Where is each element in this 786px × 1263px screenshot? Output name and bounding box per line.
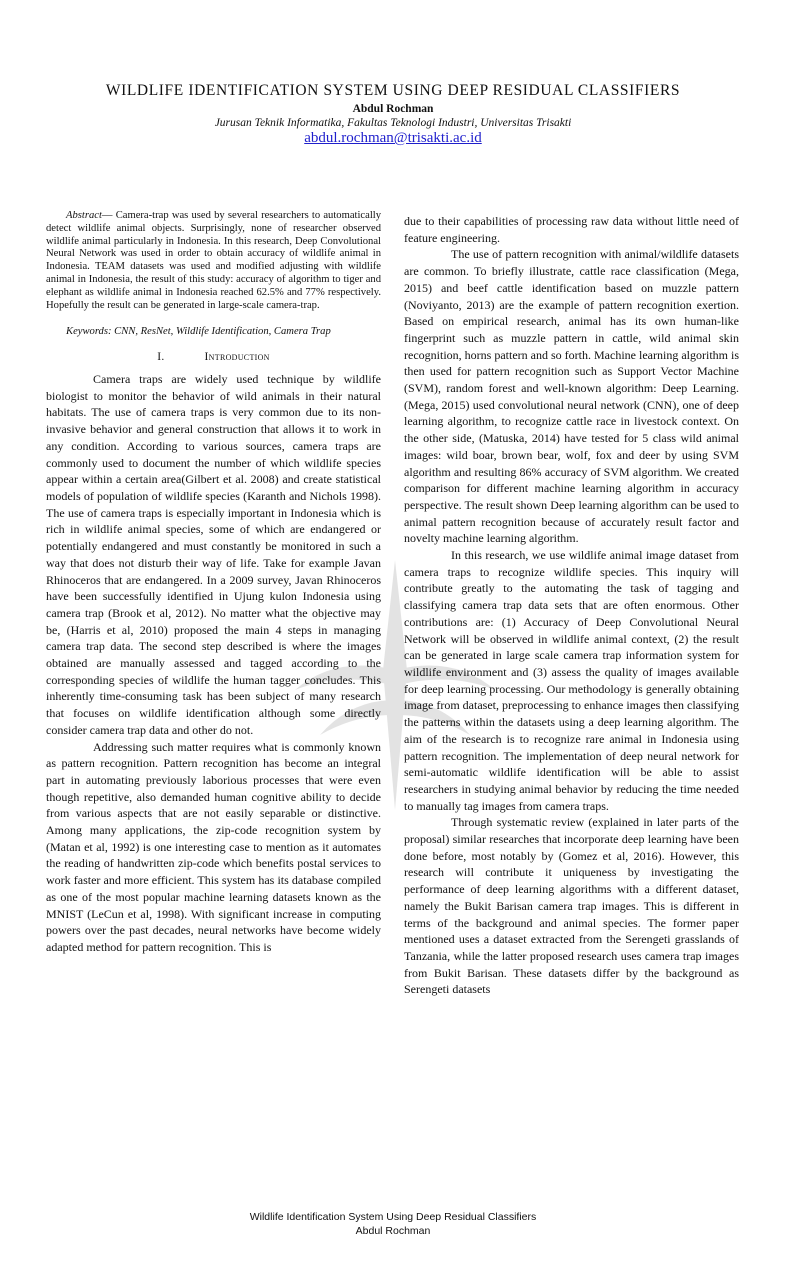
continued-paragraph: due to their capabilities of processing raw data without little need of feature engineering.: [404, 214, 739, 245]
section-title: Introduction: [204, 351, 270, 364]
intro-paragraph-5: Through systematic review (explained in later parts of the proposal) similar researches that incorporate deep learning have been done before, most notably by (Gomez et al, 2016). However, this research will contribute it uniqueness by investigating the performance of deep learning algorithms with a different dataset, namely the Bukit Barisan camera trap images. This is different in terms of the background and animal species. The former paper mentioned uses a dataset extracted from the Serengeti grasslands of Tanzania, while the latter proposed research uses camera trap images from Bukit Barisan. These datasets differ by the background as Serengeti datasets: [404, 815, 739, 997]
paper-header: [60, 82, 726, 147]
intro-paragraph-1: Camera traps are widely used technique by wildlife biologist to monitor the behavior of wild animals in their natural habitats. The use of camera traps is very common due to its non-invasive behavior and general construction that allows it to work in any condition. According to various sources, camera traps are commonly used to document the number of which wildlife species appear within a certain area(Gilbert et al. 2008) and create statistical models of population of wildlife species (Karanth and Nichols 1998). The use of camera traps is especially important in Indonesia which is rich in wildlife animal species, some of which are endangered or potentially endangered and must constantly be monitored in such a way that does not disturb their way of life. Take for example Javan Rhinoceros that are endangered. In a 2009 survey, Javan Rhinoceros have been successfully identified in Ujung kulon Indonesia using camera trap (Brook et al, 2012). No matter what the objective may be, (Harris et al, 2010) proposed the main 4 steps in managing camera trap data. The second step described is where the images obtained are manually assessed and tagged according to the corresponding species of wildlife the human tagger concludes. This inherently time-consuming task has been subject of many research that focuses on wildlife identification although some directly consider camera trap data and other do not.: [46, 372, 381, 737]
author-email-link[interactable]: abdul.rochman@trisakti.ac.id: [304, 130, 482, 146]
intro-paragraph-3: The use of pattern recognition with animal/wildlife datasets are common. To briefly illustrate, cattle race classification (Mega, 2015) and beef cattle identification based on muzzle pattern (Noviyanto, 2013) are the example of pattern recognition exertion. Based on empirical research, animal has its own human-like fingerprint such as muzzle pattern in cattle, wild animal skin recognition, horns pattern and so forth. Machine learning algorithm is then used for pattern recognition such as Support Vector Machine (SVM), random forest and well-known algorithm: Deep Learning. (Mega, 2015) used convolutional neural network (CNN), one of deep learning algorithm, to recognize cattle race in livestock context. On the other side, (Matuska, 2014) have tested for 5 class wild animal images: wild boar, brown bear, wolf, fox and deer by using SVM algorithm and resulting 86% accuracy of SVM algorithm. We created comparison for different machine learning algorithm in accuracy perspective. The result shown Deep learning algorithm can be used to animal pattern recognition because of accurately result factor and novelty machine learning algorithm.: [404, 247, 739, 546]
keywords: Keywords: CNN, ResNet, Wildlife Identification, Camera Trap: [66, 326, 331, 338]
intro-paragraph-2: Addressing such matter requires what is commonly known as pattern recognition. Pattern recognition has become an integral part in automating previously laborious processes that were even though repetitive, also demanded human cognitive ability to decide from various aspects that are not easily separable or distinctive. Among many applications, the zip-code recognition system by (Matan et al, 1992) is one interesting case to mention as it automates the reading of handwritten zip-code which benefits postal services to work faster and more efficient. This system has its database compiled as one of the most popular machine learning datasets known as the MNIST (LeCun et al, 1998). With significant increase in computing powers over the past decades, neural networks have become widely adapted method for pattern recognition. This is: [46, 739, 381, 954]
footer-author: Abdul Rochman: [355, 1225, 431, 1237]
paper-title: WILDLIFE IDENTIFICATION SYSTEM USING DEEP RESIDUAL CLASSIFIERS: [105, 82, 681, 99]
section-number: I.: [157, 351, 165, 364]
footer-title: Wildlife Identification System Using Deep Residual Classifiers: [249, 1211, 537, 1223]
abstract-lead: Abstract: [66, 210, 102, 221]
right-column: [404, 213, 739, 998]
author-name: Abdul Rochman: [352, 103, 434, 115]
abstract: [46, 210, 381, 312]
intro-paragraph-4: In this research, we use wildlife animal image dataset from camera traps to recognize wildlife species. This inquiry will contribute greatly to the automating the task of tagging and classifying camera trap data sets that are often enormous. Other contributions are: (1) Accuracy of Deep Convolutional Neural Network will be observed in wildlife animal context, (2) the result can be generated in large scale camera trap information system for wildlife environment and (3) assess the quality of images available for deep learning processing. Our methodology is generally obtaining image from dataset, preprocessing to enhance images then classifying the patterns within the datasets using a deep learning algorithm. The aim of the research is to recognize rare animal in Indonesia using pattern recognition. The implementation of deep neural network for semi-automatic wildlife identification will be able to assist researchers in studying animal behavior by reducing the time needed to manually tag images from camera traps.: [404, 548, 739, 813]
abstract-text: — Camera-trap was used by several researchers to automatically detect wildlife animal objects. Surprisingly, none of researcher observed wildlife animal particularly in Indonesia. In this research, Deep Convolutional Neural Network was used in order to obtain accuracy of wildlife animal in Indonesia. TEAM datasets was used and modified adjusting with wildlife animal in Indonesia, the result of this study: accuracy of algorithm to tiger and elephant as wildlife animal in Indonesia reached 62.5% and 77% respectively. Hopefully the result can be generated in large-scale camera-trap.: [46, 210, 381, 311]
author-affiliation: Jurusan Teknik Informatika, Fakultas Teknologi Industri, Universitas Trisakti: [214, 117, 572, 129]
left-column: [46, 210, 381, 956]
section-heading: [46, 349, 381, 366]
page-footer: [0, 1210, 786, 1238]
